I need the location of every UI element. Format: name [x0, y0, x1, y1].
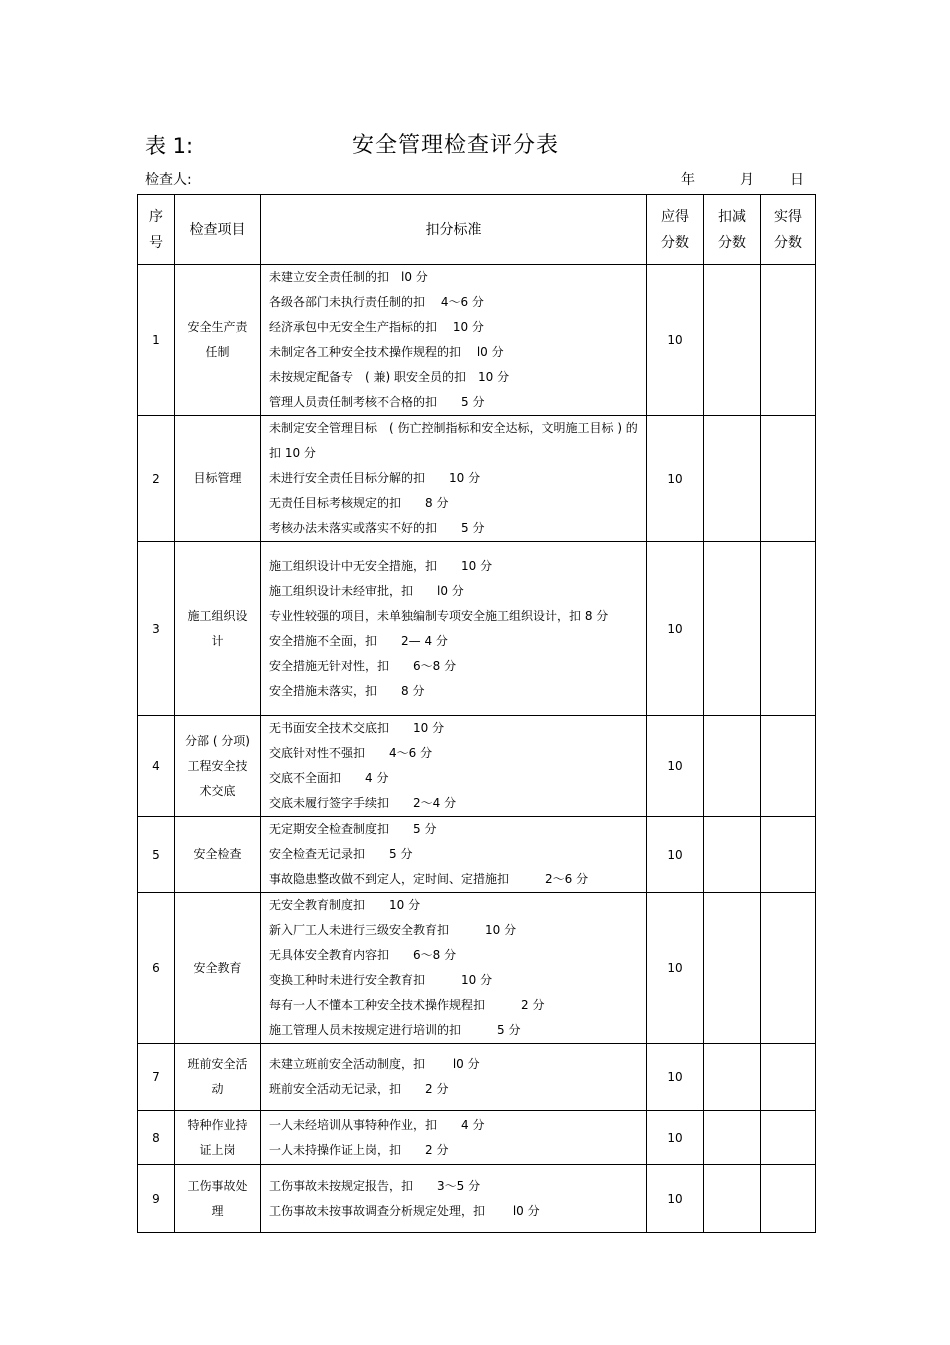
table-row [138, 1044, 816, 1111]
deduct-score-cell[interactable] [704, 1044, 761, 1111]
criteria-line: 无定期安全检查制度扣 5 分 [269, 822, 437, 836]
criteria-line: 施工组织设计中无安全措施，扣 10 分 [269, 558, 493, 573]
criteria-line: 交底未履行签字手续扣 2～4 分 [269, 796, 457, 810]
criteria-line: 无具体安全教育内容扣 6～8 分 [269, 948, 457, 962]
criteria-line: 事故隐患整改做不到定人，定时间、定措施扣 2～6 分 [269, 872, 589, 886]
criteria-line: 无安全教育制度扣 10 分 [269, 898, 421, 912]
criteria-line: 每有一人不懂本工种安全技术操作规程扣 2 分 [269, 998, 545, 1012]
table-row [138, 542, 816, 716]
inspector-label: 检查人: [145, 172, 192, 188]
criteria-line: 交底针对性不强扣 4～6 分 [269, 746, 433, 760]
deduct-score-cell[interactable] [704, 893, 761, 1044]
row-number: 8 [138, 1111, 175, 1165]
criteria-line: 管理人员责任制考核不合格的扣 5 分 [269, 395, 485, 409]
actual-score-cell[interactable] [761, 542, 816, 716]
table-row [138, 1165, 816, 1233]
row-number: 1 [138, 265, 175, 416]
deduct-score-cell[interactable] [704, 1165, 761, 1233]
deduction-criteria [261, 716, 647, 817]
criteria-line: 未制定各工种安全技术操作规程的扣 l0 分 [269, 345, 504, 359]
deduct-score-cell[interactable] [704, 542, 761, 716]
inspection-item: 安全生产责任制 [175, 265, 261, 416]
criteria-line: 交底不全面扣 4 分 [269, 771, 389, 785]
deduction-criteria [261, 542, 647, 716]
criteria-line: 一人未持操作证上岗，扣 2 分 [269, 1142, 449, 1157]
criteria-line: 一人未经培训从事特种作业，扣 4 分 [269, 1117, 485, 1132]
table-row [138, 416, 816, 542]
inspection-item: 班前安全活动 [175, 1044, 261, 1111]
should-score: 10 [647, 416, 704, 542]
criteria-line: 未进行安全责任目标分解的扣 10 分 [269, 471, 481, 485]
criteria-line: 安全措施不全面，扣 2— 4 分 [269, 633, 448, 648]
criteria-line: 安全措施无针对性，扣 6～8 分 [269, 658, 457, 673]
row-number: 4 [138, 716, 175, 817]
deduct-score-cell[interactable] [704, 716, 761, 817]
deduct-score-cell[interactable] [704, 265, 761, 416]
criteria-line: 新入厂工人未进行三级安全教育扣 10 分 [269, 923, 517, 937]
should-score: 10 [647, 1111, 704, 1165]
row-number: 6 [138, 893, 175, 1044]
deduct-score-cell[interactable] [704, 416, 761, 542]
should-score: 10 [647, 893, 704, 1044]
should-score: 10 [647, 817, 704, 893]
criteria-line: 变换工种时未进行安全教育扣 10 分 [269, 973, 493, 987]
table-row [138, 893, 816, 1044]
row-number: 3 [138, 542, 175, 716]
inspection-item: 目标管理 [175, 416, 261, 542]
score-table [137, 194, 816, 1233]
inspection-item: 安全检查 [175, 817, 261, 893]
criteria-line: 各级各部门未执行责任制的扣 4～6 分 [269, 295, 484, 309]
col-header-criteria: 扣分标准 [261, 195, 647, 265]
criteria-line: 考核办法未落实或落实不好的扣 5 分 [269, 521, 485, 535]
should-score: 10 [647, 1044, 704, 1111]
year-label: 年 [681, 172, 695, 188]
table-row [138, 716, 816, 817]
table-row [138, 1111, 816, 1165]
inspection-item: 分部 ( 分项) 工程安全技术交底 [175, 716, 261, 817]
inspection-item: 安全教育 [175, 893, 261, 1044]
should-score: 10 [647, 1165, 704, 1233]
table-body [138, 265, 816, 1233]
row-number: 2 [138, 416, 175, 542]
should-score: 10 [647, 542, 704, 716]
criteria-line: 施工组织设计未经审批，扣 l0 分 [269, 583, 464, 598]
inspection-item: 特种作业持证上岗 [175, 1111, 261, 1165]
criteria-line: 安全检查无记录扣 5 分 [269, 847, 413, 861]
criteria-line: 无书面安全技术交底扣 10 分 [269, 721, 445, 735]
col-header-no: 序号 [138, 195, 175, 265]
deduction-criteria [261, 893, 647, 1044]
deduction-criteria [261, 1111, 647, 1165]
criteria-line: 未建立班前安全活动制度，扣 l0 分 [269, 1057, 480, 1071]
header-row [138, 195, 816, 265]
criteria-line: 施工管理人员未按规定进行培训的扣 5 分 [269, 1023, 521, 1037]
actual-score-cell[interactable] [761, 716, 816, 817]
col-header-deduct-score: 扣减分数 [704, 195, 761, 265]
deduct-score-cell[interactable] [704, 1111, 761, 1165]
criteria-line: 未建立安全责任制的扣 l0 分 [269, 270, 428, 284]
criteria-line: 未制定安全管理目标 ( 伤亡控制指标和安全达标，文明施工目标 ) 的扣 10 分 [269, 421, 638, 460]
criteria-line: 工伤事故未按事故调查分析规定处理，扣 l0 分 [269, 1203, 540, 1218]
row-number: 7 [138, 1044, 175, 1111]
col-header-item: 检查项目 [175, 195, 261, 265]
actual-score-cell[interactable] [761, 1044, 816, 1111]
actual-score-cell[interactable] [761, 265, 816, 416]
month-label: 月 [740, 172, 754, 188]
criteria-line: 专业性较强的项目，未单独编制专项安全施工组织设计，扣 8 分 [269, 608, 609, 623]
criteria-line: 无责任目标考核规定的扣 8 分 [269, 496, 449, 510]
criteria-line: 班前安全活动无记录，扣 2 分 [269, 1082, 449, 1096]
inspection-item: 工伤事故处理 [175, 1165, 261, 1233]
deduct-score-cell[interactable] [704, 817, 761, 893]
row-number: 5 [138, 817, 175, 893]
table-row [138, 265, 816, 416]
should-score: 10 [647, 265, 704, 416]
criteria-line: 经济承包中无安全生产指标的扣 10 分 [269, 320, 484, 334]
deduction-criteria [261, 265, 647, 416]
deduction-criteria [261, 416, 647, 542]
criteria-line: 未按规定配备专 ( 兼) 职安全员的扣 10 分 [269, 370, 510, 384]
should-score: 10 [647, 716, 704, 817]
inspection-item: 施工组织设计 [175, 542, 261, 716]
deduction-criteria [261, 1165, 647, 1233]
actual-score-cell[interactable] [761, 416, 816, 542]
table-row [138, 817, 816, 893]
actual-score-cell[interactable] [761, 1165, 816, 1233]
col-header-should-score: 应得分数 [647, 195, 704, 265]
deduction-criteria [261, 817, 647, 893]
col-header-actual-score: 实得分数 [761, 195, 816, 265]
page-title: 安全管理检查评分表 [352, 133, 560, 158]
actual-score-cell[interactable] [761, 893, 816, 1044]
day-label: 日 [790, 172, 804, 188]
actual-score-cell[interactable] [761, 1111, 816, 1165]
criteria-line: 工伤事故未按规定报告，扣 3～5 分 [269, 1178, 481, 1193]
deduction-criteria [261, 1044, 647, 1111]
row-number: 9 [138, 1165, 175, 1233]
table-label: 表 1: [145, 134, 194, 158]
actual-score-cell[interactable] [761, 817, 816, 893]
criteria-line: 安全措施未落实，扣 8 分 [269, 683, 425, 698]
